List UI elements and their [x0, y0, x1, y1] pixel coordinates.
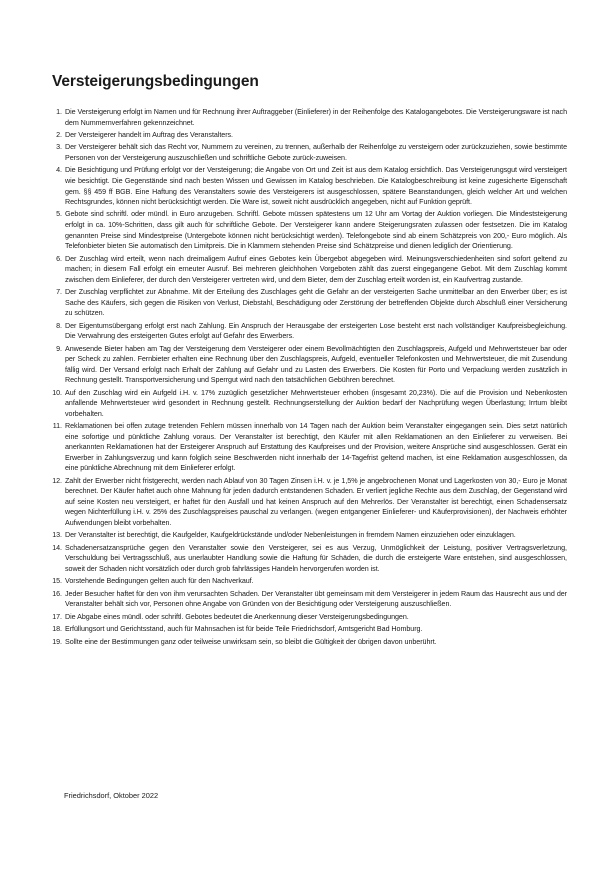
item-text: Schadenersatzansprüche gegen den Veranstalter sowie den Versteigerer, sei es aus Verzug, Unmöglichkeit der Leistung, positiver Vertragsverletzung, Verschuldung bei Vertragsschluß, aus unerlaubter Handlung sowie die Haftung für Schäden, die durch die ersteigerte Ware entstehen, sind ausgeschlossen, soweit der Schaden nicht vorsätzlich oder durch grob fahrlässiges Handeln hervorgerufen worden ist.: [65, 543, 567, 573]
list-item: [50, 530, 567, 541]
item-number: 11.: [52, 422, 62, 431]
list-item: [50, 612, 567, 623]
item-number: 8.: [56, 321, 62, 330]
item-text: Die Versteigerung erfolgt im Namen und für Rechnung ihrer Auftraggeber (Einlieferer) in der Reihenfolge des Katalogangebotes. Die Versteigerungsware ist nach dem Nummernverfahren gekennzeichnet.: [65, 108, 567, 127]
item-number: 10.: [52, 388, 62, 397]
item-text: Der Versteigerer handelt im Auftrag des Veranstalters.: [65, 130, 233, 139]
item-number: 6.: [56, 254, 62, 263]
item-text: Auf den Zuschlag wird ein Aufgeld i.H. v. 17% zuzüglich gesetzlicher Mehrwertsteuer erhoben (insgesamt 20,23%). Die auf die Provision und Nebenkosten anfallende Mehrwertsteuer wird gesondert in Rechnung gestellt. Rechnungserstellung der Auktion bedarf der Nachprüfung wegen Überlastung; Irrtum bleibt vorbehalten.: [65, 388, 567, 418]
item-text: Der Zuschlag verpflichtet zur Abnahme. Mit der Erteilung des Zuschlages geht die Gefahr an der versteigerten Sache unmittelbar an den Erwerber über; es ist Sache des Käufers, sich gegen die Risiken von Verlust, Diebstahl, Beschädigung oder Zerstörung der betreffenden Objekte durch Abschluß einer Versicherung zu schützen.: [65, 288, 567, 318]
list-item: [50, 142, 567, 163]
item-number: 19.: [52, 637, 62, 646]
item-text: Jeder Besucher haftet für den von ihm verursachten Schaden. Der Veranstalter übt gemeinsam mit dem Versteigerer in jedem Raum das Hausrecht aus und der Veranstalter behält sich vor, Personen ohne Angabe von Gründen von der Besichtigung oder Versteigerung auszuschließen.: [65, 589, 567, 609]
item-text: Der Veranstalter ist berechtigt, die Kaufgelder, Kaufgeldrückstände und/oder Nebenleistungen in fremdem Namen einzuziehen oder einzuklagen.: [65, 531, 516, 540]
list-item: [50, 321, 567, 342]
item-number: 12.: [52, 476, 62, 485]
list-item: [50, 576, 567, 587]
item-text: Zahlt der Erwerber nicht fristgerecht, werden nach Ablauf von 30 Tagen Zinsen i.H. v. je 1,5% je angebrochenen Monat und Lagerkosten von 30,- Euro je Monat berechnet. Der Käufer haftet auch ohne Mahnung für jeden dadurch entstandenen Schaden. Er verliert jegliche Rechte aus dem Zuschlag, der Gegenstand wird auf seine Kosten neu versteigert, er haftet für den Ausfall und hat keinen Anspruch auf den Mehrerlös. Der Veranstalter ist berechtigt, einen Schadensersatz wegen Nichterfüllung i.H. v. 25% des Zuschlagspreises pauschal zu verlangen. (wegen entgangener Einlieferer- und Käuferprovisionen), der Nachweis erhöhter Aufwendungen bleibt vorbehalten.: [65, 476, 567, 528]
item-number: 4.: [56, 166, 62, 175]
item-number: 18.: [52, 625, 62, 634]
item-number: 5.: [56, 210, 62, 219]
list-item: [50, 165, 567, 207]
place-date: Friedrichsdorf, Oktober 2022: [64, 791, 159, 800]
list-item: [50, 543, 567, 575]
item-text: Die Besichtigung und Prüfung erfolgt vor der Versteigerung; die Angabe von Ort und Zeit ist aus dem Katalog ersichtlich. Das Versteigerungsgut wird versteigert wie besichtigt. Die Gegenstände sind nach besten Wissen und Gewissen im Katalog beschrieben. Die Katalogbeschreibung ist keine zugesicherte Eigenschaft gem. §§ 459 ff BGB. Eine Haftung des Veranstalters sowie des Versteigerers ist ausgeschlossen, spätere Beanstandungen, gleich welcher Art und welchen Rechtsgrundes, können nicht berücksichtigt werden. Die Ware ist, soweit nicht ausdrücklich angegeben, nicht auf Funktion geprüft.: [65, 166, 567, 207]
page-title: Versteigerungsbedingungen: [52, 73, 259, 90]
item-text: Sollte eine der Bestimmungen ganz oder teilweise unwirksam sein, so bleibt die Gültigkeit der übrigen davon unberührt.: [65, 637, 437, 646]
item-text: Anwesende Bieter haben am Tag der Versteigerung dem Versteigerer oder einem Bevollmächtigten den Zuschlagspreis, Aufgeld und Mehrwertsteuer bar oder per Scheck zu zahlen. Fernbieter erhalten eine Rechnung über den Zuschlagspreis, Aufgeld, eventueller Telefonkosten und Mehrwertsteuer, die mit Zusendung fällig wird. Der Versand erfolgt nach Erhalt der Zahlung auf Gefahr und zu Lasten des Erwerbers. Die Kosten für Porto und Verpackung werden zusätzlich in Rechnung gestellt. Transportversicherung und Sperrgut wird nach den tatsächlichen Gebühren berechnet.: [65, 344, 567, 385]
list-item: [50, 421, 567, 474]
item-text: Reklamationen bei offen zutage tretenden Fehlern müssen innerhalb von 14 Tagen nach der Auktion beim Veranstalter eingegangen sein. Dies setzt natürlich eine sofortige und pünktliche Zahlung voraus. Der Veranstalter ist berechtigt, den Käufer mit allen Reklamationen an den Einlieferer zu verweisen. Bei anerkannten Reklamationen hat der Ersteigerer Anspruch auf Erstattung des Kaufpreises und der Provision, weitere Ansprüche sind ausgeschlossen. Gerät ein Erwerber in Zahlungsverzug und kann folglich seine Beschwerden nicht innerhalb der 14-Tagefrist geltend machen, ist eine Reklamation ausgeschlossen, da eine pünktliche Abrechnung mit dem Einlieferer erfolgt.: [65, 422, 567, 473]
list-item: [50, 209, 567, 251]
item-text: Gebote sind schriftl. oder mündl. in Euro anzugeben. Schriftl. Gebote müssen spätestens um 12 Uhr am Vortag der Auktion vorliegen. Die Mindeststeigerung erfolgt in ca. 10%-Schritten, dass gilt auch für schriftliche Gebote. Der Versteigerer kann andere Steigerungsraten zulassen oder festsetzen. Die im Katalog genannten Preise sind Mindestpreise (Untergebote können nicht berücksichtigt werden). Telefongebote sind ab einem Schätzpreis von 200,- Euro möglich. Als Telefonbieter bieten Sie automatisch den Limitpreis. Die in Klammern stehenden Preise sind Schätzpreise und dienen lediglich der Orientierung.: [65, 210, 567, 251]
item-text: Der Zuschlag wird erteilt, wenn nach dreimaligem Aufruf eines Gebotes kein Übergebot abgegeben wird. Meinungsverschiedenheiten sind sofort geltend zu machen; in diesem Fall erfolgt ein erneuter Ausruf. Bei mehreren gleichhohen Vorgeboten zählt das zuerst eingegangene Gebot. Mit dem Zuschlag kommt zwischen dem Einlieferer, der durch den Versteigerer vertreten wird, und dem Bieter, dem der Zuschlag erteilt worden ist, ein Kaufvertrag zustande.: [65, 254, 567, 284]
item-number: 9.: [56, 344, 62, 353]
list-item: [50, 637, 567, 648]
item-number: 17.: [52, 612, 62, 621]
list-item: [50, 107, 567, 128]
list-item: [50, 388, 567, 420]
list-item: [50, 624, 567, 635]
item-number: 1.: [56, 108, 62, 116]
item-number: 15.: [52, 577, 62, 586]
terms-list: [50, 107, 567, 649]
item-number: 14.: [52, 543, 62, 552]
item-number: 13.: [52, 531, 62, 540]
item-number: 3.: [56, 143, 62, 152]
item-text: Die Abgabe eines mündl. oder schriftl. Gebotes bedeutet die Anerkennung dieser Versteigerungsbedingungen.: [65, 612, 409, 621]
item-number: 2.: [56, 130, 62, 139]
item-number: 7.: [56, 288, 62, 297]
item-text: Der Versteigerer behält sich das Recht vor, Nummern zu vereinen, zu trennen, außerhalb der Reihenfolge zu versteigern oder zurückzuziehen, sowie bestimmte Personen von der Versteigerung auszuschließen und schriftliche Gebote zurück-zuweisen.: [65, 143, 567, 162]
list-item: [50, 589, 567, 610]
list-item: [50, 254, 567, 286]
item-number: 16.: [52, 589, 62, 598]
list-item: [50, 287, 567, 319]
list-item: [50, 130, 567, 141]
item-text: Der Eigentumsübergang erfolgt erst nach Zahlung. Ein Anspruch der Herausgabe der ersteigerten Lose besteht erst nach vollständiger Kaufpreisbegleichung. Die Verwahrung des ersteigerten Gutes erfolgt auf Gefahr des Erwerbers.: [65, 321, 567, 341]
item-text: Vorstehende Bedingungen gelten auch für den Nachverkauf.: [65, 577, 254, 586]
list-item: [50, 476, 567, 529]
list-item: [50, 344, 567, 386]
item-text: Erfüllungsort und Gerichtsstand, auch für Mahnsachen ist für beide Teile Friedrichsdorf, Amtsgericht Bad Homburg.: [65, 625, 423, 634]
